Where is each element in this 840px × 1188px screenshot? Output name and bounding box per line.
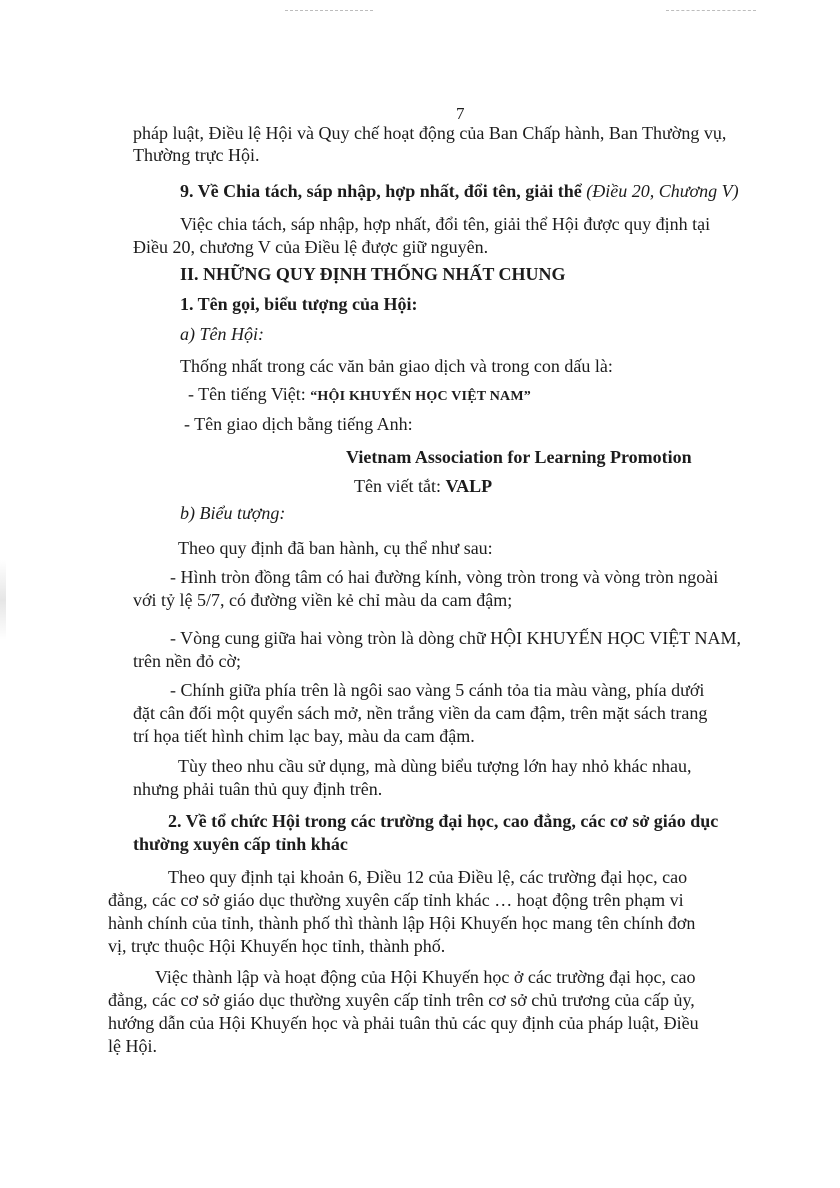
list-item-line: - Hình tròn đồng tâm có hai đường kính, vòng tròn trong và vòng tròn ngoài — [170, 567, 719, 587]
abbreviation: VALP — [445, 476, 493, 496]
paragraph-line: Thường trực Hội. — [133, 145, 260, 165]
paragraph-line: đẳng, các cơ sở giáo dục thường xuyên cấp tỉnh khác … hoạt động trên phạm vi — [108, 890, 684, 910]
paragraph-line: Việc chia tách, sáp nhập, hợp nhất, đổi tên, giải thể Hội được quy định tại — [180, 214, 711, 234]
section-9-reference: (Điều 20, Chương V) — [586, 181, 739, 201]
scan-artifact — [0, 560, 6, 640]
paragraph-line: Việc thành lập và hoạt động của Hội Khuyến học ở các trường đại học, cao — [155, 967, 696, 987]
scan-artifact — [666, 10, 756, 15]
page-number: 7 — [456, 104, 465, 123]
paragraph-line: Tùy theo nhu cầu sử dụng, mà dùng biểu tượng lớn hay nhỏ khác nhau, — [178, 756, 692, 776]
scan-artifact — [285, 10, 373, 15]
paragraph-line: đẳng, các cơ sở giáo dục thường xuyên cấp tỉnh trên cơ sở chủ trương của cấp ủy, — [108, 990, 695, 1010]
english-name: Vietnam Association for Learning Promotion — [346, 447, 692, 467]
paragraph-line: Theo quy định tại khoản 6, Điều 12 của Điều lệ, các trường đại học, cao — [168, 867, 688, 887]
paragraph-line: lệ Hội. — [108, 1036, 157, 1056]
list-item-line: đặt cân đối một quyển sách mở, nền trắng viền da cam đậm, trên mặt sách trang — [133, 703, 708, 723]
part-2-heading: II. NHỮNG QUY ĐỊNH THỐNG NHẤT CHUNG — [180, 264, 566, 284]
paragraph-line: hướng dẫn của Hội Khuyến học và phải tuân thủ các quy định của pháp luật, Điều — [108, 1013, 699, 1033]
list-item-line: - Vòng cung giữa hai vòng tròn là dòng chữ HỘI KHUYẾN HỌC VIỆT NAM, — [170, 628, 741, 648]
subsection-b-label: b) Biểu tượng: — [180, 503, 286, 523]
abbreviation-label: Tên viết tắt: — [354, 476, 446, 496]
paragraph-line: nhưng phải tuân thủ quy định trên. — [133, 779, 383, 799]
paragraph-line: pháp luật, Điều lệ Hội và Quy chế hoạt động của Ban Chấp hành, Ban Thường vụ, — [133, 123, 727, 143]
paragraph-line: vị, trực thuộc Hội Khuyến học tỉnh, thành phố. — [108, 936, 446, 956]
list-item-line: trí họa tiết hình chim lạc bay, màu da cam đậm. — [133, 726, 475, 746]
paragraph-line: hành chính của tỉnh, thành phố thì thành lập Hội Khuyến học mang tên chính đơn — [108, 913, 696, 933]
abbreviation-line — [354, 475, 492, 497]
paragraph-line: Điều 20, chương V của Điều lệ được giữ nguyên. — [133, 237, 489, 257]
section-2-heading: 2. Về tổ chức Hội trong các trường đại học, cao đẳng, các cơ sở giáo dục — [168, 811, 719, 831]
section-1-heading: 1. Tên gọi, biểu tượng của Hội: — [180, 294, 418, 314]
subsection-a-label: a) Tên Hội: — [180, 324, 264, 344]
vietnamese-name: “HỘI KHUYẾN HỌC VIỆT NAM” — [310, 389, 531, 404]
vietnamese-name-line — [188, 383, 531, 408]
english-name-label: - Tên giao dịch bằng tiếng Anh: — [184, 414, 413, 434]
paragraph-line: Theo quy định đã ban hành, cụ thể như sau: — [178, 538, 493, 558]
section-9-title: 9. Về Chia tách, sáp nhập, hợp nhất, đổi tên, giải thể — [180, 181, 582, 201]
vietnamese-name-label: - Tên tiếng Việt: — [188, 384, 311, 404]
paragraph-line: Thống nhất trong các văn bản giao dịch và trong con dấu là: — [180, 356, 613, 376]
section-2-heading: thường xuyên cấp tỉnh khác — [133, 834, 348, 854]
list-item-line: - Chính giữa phía trên là ngôi sao vàng 5 cánh tỏa tia màu vàng, phía dưới — [170, 680, 705, 700]
section-9-heading — [180, 180, 739, 202]
list-item-line: với tỷ lệ 5/7, có đường viền kẻ chỉ màu da cam đậm; — [133, 590, 513, 610]
list-item-line: trên nền đỏ cờ; — [133, 651, 241, 671]
